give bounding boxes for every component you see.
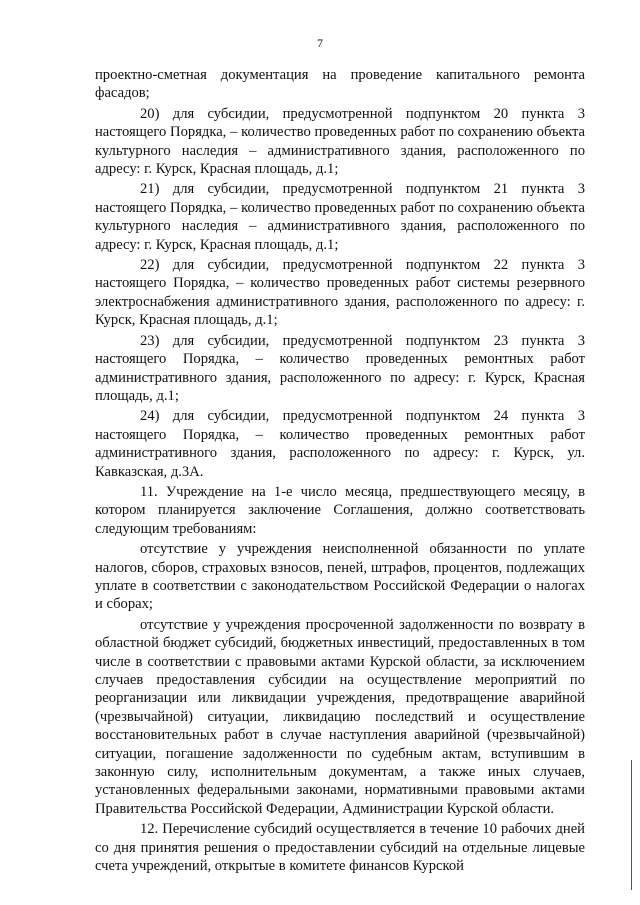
paragraph-design-docs: проектно-сметная документация на проведение капитального ремонта фасадов; — [95, 67, 585, 102]
scan-edge-line — [631, 760, 632, 890]
paragraph-item-24: 24) для субсидии, предусмотренной подпунктом 24 пункта 3 настоящего Порядка, – количество проведенных ремонтных работ административного здания, расположенного по адресу: г. Курск, ул. Кавказская, д.3А. — [95, 408, 585, 480]
paragraph-item-22: 22) для субсидии, предусмотренной подпунктом 22 пункта 3 настоящего Порядка, – количество проведенных работ системы резервного электроснабжения административного здания, расположенного по адресу: г. Курск, Красная площадь, д.1; — [95, 257, 585, 329]
paragraph-section-11: 11. Учреждение на 1-е число месяца, предшествующего месяцу, в котором планируется заключение Соглашения, должно соответствовать следующим требованиям: — [95, 483, 585, 537]
paragraph-item-21: 21) для субсидии, предусмотренной подпунктом 21 пункта 3 настоящего Порядка, – количество проведенных работ по сохранению объекта культурного наследия – административного здания, расположенного по адресу: г. Курск, Красная площадь, д.1; — [95, 181, 585, 253]
document-body — [95, 66, 585, 877]
paragraph-requirement-taxes: отсутствие у учреждения неисполненной обязанности по уплате налогов, сборов, страховых взносов, пеней, штрафов, процентов, подлежащих уплате в соответствии с законодательством Российской Федерации о налогах и сборах; — [95, 541, 585, 613]
page-number: 7 — [317, 36, 323, 50]
paragraph-section-12: 12. Перечисление субсидий осуществляется в течение 10 рабочих дней со дня принятия решения о предоставлении субсидий на отдельные лицевые счета учреждений, открытые в комитете финансов Курской — [95, 821, 585, 875]
paragraph-requirement-debts: отсутствие у учреждения просроченной задолженности по возврату в областной бюджет субсидий, бюджетных инвестиций, предоставленных в том числе в соответствии с правовыми актами Курской области, за исключением случаев предоставления субсидии на осуществление мероприятий по реорганизации или ликвидации учреждения, предотвращение аварийной (чрезвычайной) ситуации, ликвидацию последствий и осуществление восстановительных работ в случае наступления аварийной (чрезвычайной) ситуации, погашение задолженности по судебным актам, вступившим в законную силу, исполнительным документам, а также иных случаев, установленных федеральными законами, нормативными правовыми актами Правительства Российской Федерации, Администрации Курской области. — [95, 616, 585, 817]
paragraph-item-20: 20) для субсидии, предусмотренной подпунктом 20 пункта 3 настоящего Порядка, – количество проведенных работ по сохранению объекта культурного наследия – административного здания, расположенного по адресу: г. Курск, Красная площадь, д.1; — [95, 105, 585, 178]
paragraph-item-23: 23) для субсидии, предусмотренной подпунктом 23 пункта 3 настоящего Порядка, – количество проведенных ремонтных работ административного здания, расположенного по адресу: г. Курск, Красная площадь, д.1; — [95, 332, 585, 404]
